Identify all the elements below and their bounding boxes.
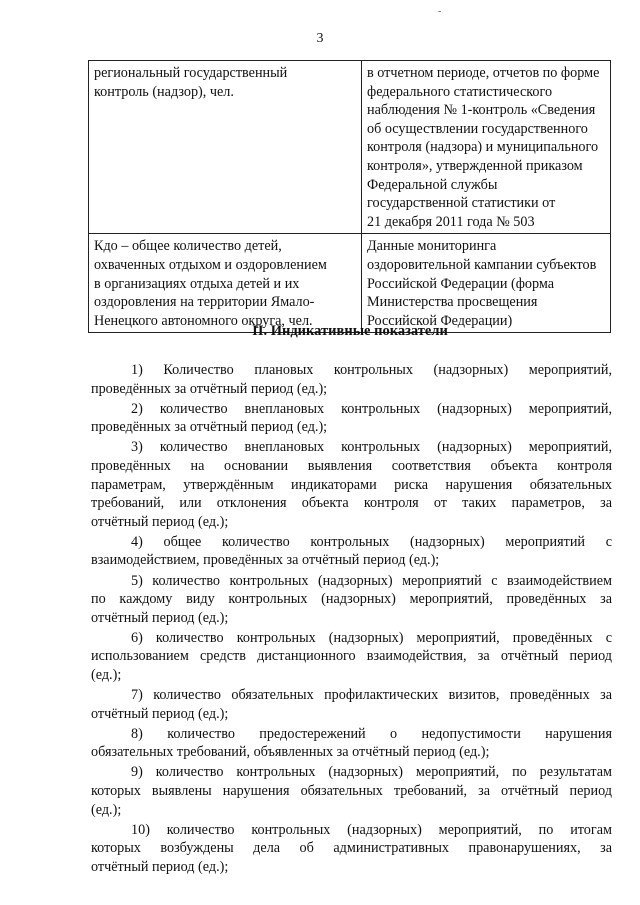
item-line: 10) количество контрольных (надзорных) мероприятий, по итогам	[131, 821, 612, 838]
source-cell	[362, 234, 611, 333]
item-line: которых выявлены нарушения обязательных требований, за отчётный период	[91, 783, 612, 800]
cell-line: Российской Федерации)	[367, 312, 513, 329]
table-row	[89, 234, 611, 333]
cell-line: Федеральной службы	[367, 176, 498, 193]
cell-line: Министерства просвещения	[367, 294, 538, 311]
list-item	[91, 763, 612, 819]
page-number: 3	[316, 31, 324, 46]
list-item	[91, 400, 612, 437]
item-line: 3) количество внеплановых контрольных (надзорных) мероприятий,	[131, 439, 612, 456]
item-line: обязательных требований, объявленных за отчётный период (ед.);	[91, 744, 490, 761]
indicator-list	[91, 361, 612, 878]
table-row	[89, 61, 611, 234]
item-line: 1) Количество плановых контрольных (надзорных) мероприятий,	[131, 362, 612, 378]
list-item	[91, 572, 612, 628]
item-line: 2) количество внеплановых контрольных (надзорных) мероприятий,	[131, 400, 612, 417]
item-line: параметрам, утверждённым индикаторами риска нарушения обязательных	[91, 476, 612, 493]
item-line: отчётный период (ед.);	[91, 858, 229, 875]
list-item	[91, 533, 612, 570]
item-line: 9) количество контрольных (надзорных) мероприятий, по результатам	[131, 764, 612, 781]
list-item	[91, 438, 612, 531]
item-line: отчётный период (ед.);	[91, 705, 229, 722]
item-line: 7) количество обязательных профилактических визитов, проведённых за	[131, 687, 612, 704]
cell-line: оздоровительной кампании субъектов	[367, 256, 597, 273]
item-line: требований, или отклонения объекта контроля от таких параметров, за	[91, 495, 612, 512]
item-line: (ед.);	[91, 801, 122, 818]
item-line: (ед.);	[91, 667, 122, 683]
cell-line: контроля (надзора) и муниципального	[367, 139, 599, 156]
item-line: отчётный период (ед.);	[91, 609, 229, 626]
indicator-source-table	[88, 60, 611, 333]
item-line: отчётный период (ед.);	[91, 513, 229, 530]
item-line: 5) количество контрольных (надзорных) мероприятий с взаимодействием	[131, 572, 612, 589]
cell-line: об осуществлении государственного	[367, 120, 588, 137]
indicator-cell	[89, 234, 362, 333]
list-item	[91, 686, 612, 723]
cell-line: Данные мониторинга	[367, 238, 497, 255]
cell-line: федерального статистического	[367, 83, 553, 100]
cell-line: государственной статистики от	[367, 195, 556, 212]
cell-line: 21 декабря 2011 года № 503	[367, 213, 535, 230]
cell-line: контроль (надзор), чел.	[94, 83, 234, 100]
cell-line: Кдо – общее количество детей,	[94, 238, 282, 255]
item-line: которых возбуждены дела об административных правонарушениях, за	[91, 840, 612, 857]
item-line: 8) количество предостережений о недопустимости нарушения	[131, 725, 612, 742]
cell-line: региональный государственный	[94, 65, 288, 81]
list-item	[91, 725, 612, 762]
top-mark: -	[438, 6, 442, 17]
item-line: 6) количество контрольных (надзорных) мероприятий, проведённых с	[131, 629, 612, 646]
list-item	[91, 629, 612, 685]
cell-line: Ненецкого автономного округа, чел.	[94, 312, 313, 329]
cell-line: охваченных отдыхом и оздоровлением	[94, 256, 327, 273]
cell-line: контроля», утвержденной приказом	[367, 157, 583, 174]
list-item	[91, 821, 612, 877]
item-line: проведённых на основании выявления соответствия объекта контроля	[91, 457, 612, 474]
item-line: 4) общее количество контрольных (надзорных) мероприятий с	[131, 533, 612, 550]
cell-line: в отчетном периоде, отчетов по форме	[367, 65, 600, 81]
item-line: по каждому виду контрольных (надзорных) мероприятий, проведённых за	[91, 591, 612, 608]
section-title: II. Индикативные показатели	[252, 323, 448, 339]
table-body	[89, 61, 611, 333]
item-line: проведённых за отчётный период (ед.);	[91, 380, 328, 397]
cell-line: Российской Федерации (форма	[367, 275, 555, 292]
list-item	[91, 361, 612, 398]
source-cell	[362, 61, 611, 234]
cell-line: наблюдения № 1-контроль «Сведения	[367, 102, 596, 119]
cell-line: в организациях отдыха детей и их	[94, 275, 300, 292]
item-line: использованием средств дистанционного взаимодействия, за отчётный период	[91, 648, 612, 665]
indicator-cell	[89, 61, 362, 234]
item-line: взаимодействием, проведённых за отчётный период (ед.);	[91, 552, 440, 569]
item-line: проведённых за отчётный период (ед.);	[91, 419, 328, 436]
cell-line: оздоровления на территории Ямало-	[94, 294, 315, 311]
